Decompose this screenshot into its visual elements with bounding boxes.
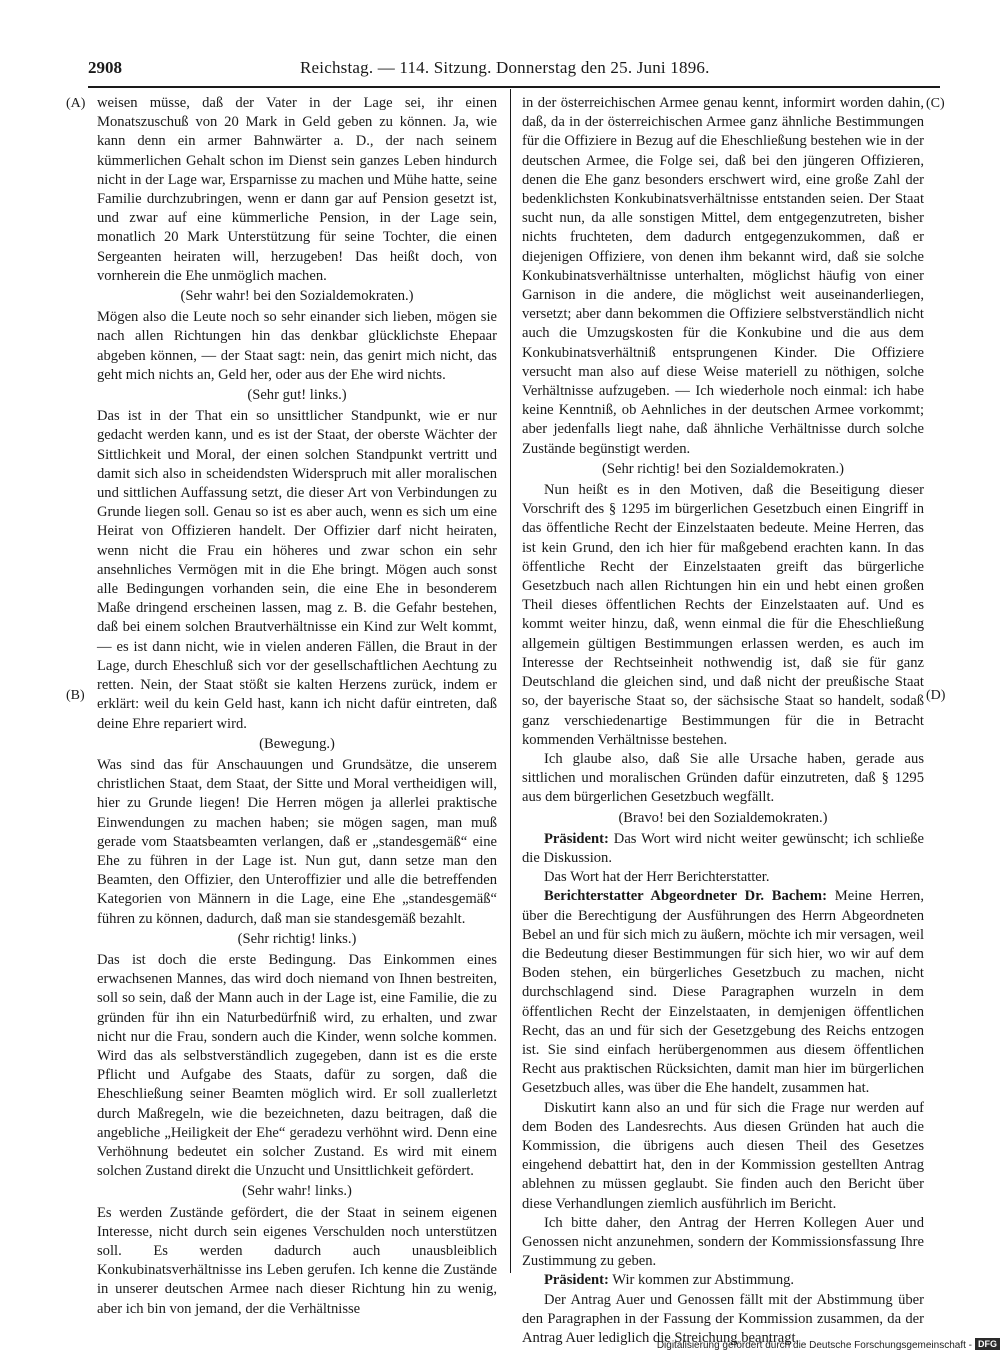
right-paragraph: Nun heißt es in den Motiven, daß die Beseitigung dieser Vorschrift des § 1295 im bürgerlichen Gesetzbuch einen Eingriff in das öffentliche Recht der Einzelstaaten bedeute. Meine Herren, das ist kein Grund, den ich hier für maßgebend erachten kann. In das öffentliche Recht der Einzelstaaten greift das bürgerliche Gesetzbuch nach allen Richtungen hin ein und hebt einen großen Theil dieses öffentlichen Rechts der Einzelstaaten auf. Und es kommt weiter hinzu, daß, wenn einmal die für die Eheschließung allgemein gültigen Bestimmungen erlassen werden, es auch im Interesse der Rechtseinheit nothwendig ist, daß sie für ganz Deutschland die gleichen sind, und daß nicht der preußische Staat so, der bayerische Staat so, der sächsische Staat so handelt, sodaß ganz verschiedenartige Bestimmungen für die in Betracht kommenden Verhältnisse bestehen. bbox=[522, 482, 924, 748]
footer-text: Digitalisierung gefördert durch die Deutsche Forschungsgemeinschaft - bbox=[656, 1340, 972, 1351]
speech-text: Das Wort wird nicht weiter gewünscht; ich schließe die Diskussion. bbox=[522, 830, 924, 866]
left-paragraph: Mögen also die Leute noch so sehr einander sich lieben, mögen sie nach allen Richtungen hin das denkbar glücklichste Ehepaar abgeben können, — der Staat sagt: nein, das genirt mich nicht, das geht mich nichts an, Geld her, oder aus der Ehe wird nichts. bbox=[97, 309, 497, 383]
margin-marker-a: (A) bbox=[66, 96, 86, 111]
page-header bbox=[88, 58, 940, 84]
page-number: 2908 bbox=[88, 58, 122, 77]
left-paragraph: Was sind das für Anschauungen und Grundsätze, die unserem christlichen Staat, dem Staat, der Sitte und Moral vertheidigen will, hier zu Grunde liegen! Die Herren mögen ja allerlei praktische Einwendungen zu machen haben; sie mögen sagen, man muß gerade vom Staatsbeamten verlangen, daß er „standesgemäß“ eine Ehe zu führen in der Lage ist. Nun gut, dann setze man den Beamten, den Offizier, den Unteroffizier und alle die betreffenden Kategorien von Männern in die Lage, eine Ehe „standesgemäß“ führen zu können, dadurch, daß man sie standesgemäß bezahlt. bbox=[97, 756, 497, 927]
header-rule bbox=[88, 86, 940, 88]
left-paragraph: Das ist in der That ein so unsittlicher Standpunkt, wie er nur gedacht werden kann, und es ist der Staat, der oberste Wächter der Sittlichkeit und Moral, der einen solchen Standpunkt vertritt und damit sich also in scheidendsten Widerspruch mit aller moralischen und sittlichen Auffassung setzt, die dieser Art von Verbindungen zu Grunde liegen soll. Genau so ist es aber auch, wenn es sich um eine Heirat von Offizieren handelt. Der Offizier darf nicht heiraten, wenn nicht die Frau ein höheres und zwar schon ein sehr ansehnliches Vermögen mit in die Ehe bringt. Mögen auch sonst alle Bedingungen vorhanden sein, die eine Ehe in besonderem Maße dringend erscheinen lassen, mag z. B. die Gefahr bestehen, daß bei einem solchen Brautverhältnisse ein Kind zur Welt kommt, — es ist dann nicht, wie in vielen anderen Fällen, die Braut in der Lage, durch Eheschluß sich vor der gesellschaftlichen Aechtung zu retten. Nein, der Staat stößt sie kalten Herzens zurück, indem er erklärt: weil du kein Geld hast, kann ich nicht dafür eintreten, daß deine Ehre repariert wird. bbox=[97, 408, 497, 732]
column-separator bbox=[510, 89, 511, 1273]
right-paragraph: in der österreichischen Armee genau kennt, informirt worden dahin, daß, da in der österreichischen Armee ganz ähnliche Bestimmungen für die Offiziere in Bezug auf die Eheschließung bestehen wie in der deutschen Armee, die Folge sei, daß bei den jüngeren Offizieren, denen die Ehe ganz besonders erschwert wird, eine große Zahl der bedenklichsten Konkubinatsverhältnisse entstanden seien. Der Staat sucht nun, da alle sonstigen Mittel, dem entgegenzutreten, bisher nichts fruchteten, dem dadurch entgegenzukommen, daß er diejenigen Offiziere, von denen ihm bekannt wird, daß sie solche Konkubinatsverhältnisse unterhalten, möglichst häufig von einer Garnison in die andere, die möglichst weit auseinanderliegen, versetzt; aber dann bekommen die Offiziere selbstverständlich nicht auch die Umzugskosten für die Konkubine und die aus dem Konkubinatsverhältniß entsprungenen Kinder. Die Offiziere versucht man also auf diese Weise materiell zu nöthigen, solche Verhältnisse aufzugeben. — Ich wiederhole noch einmal: ich habe keine Kenntniß, ob Aehnliches in der deutschen Armee vorkommt; aber jedenfalls liegt nahe, daß ähnliche Verhältnisse durch solche Zustände begünstigt werden. bbox=[522, 95, 924, 457]
speech-text: Wir kommen zur Abstimmung. bbox=[612, 1272, 795, 1289]
interjection: (Sehr richtig! bei den Sozialdemokraten.) bbox=[602, 460, 844, 477]
interjection: (Sehr wahr! links.) bbox=[242, 1183, 352, 1200]
speaker-paragraph bbox=[522, 1271, 924, 1290]
speech-text: Meine Herren, über die Berechtigung der Ausführungen des Herrn Abgeordneten Bebel an und für sich mich zu äußern, möchte ich mir versagen, weil die Bedeutung dieser Bestimmungen für sich hier, wo wir auf dem Boden stehen, ein bürgerliches Gesetzbuch zu machen, nicht durchschlagend sind. Diese Paragraphen wurzeln in dem öffentlichen Recht der Einzelstaaten, in demjenigen öffentlichen Recht, das an und für sich der Gesetzgebung des Reichs entzogen ist. Sie sind einfach herübergenommen aus diesem öffentlichen Recht aus praktischen Rücksichten, damit man hier im bürgerlichen Gesetzbuch alles, was über die Ehe handelt, zusammen hat. bbox=[522, 888, 925, 1097]
interjection: (Sehr wahr! bei den Sozialdemokraten.) bbox=[180, 288, 414, 305]
left-column bbox=[97, 94, 497, 1317]
digitization-footer bbox=[606, 1338, 1000, 1353]
speaker-name: Präsident: bbox=[544, 1272, 609, 1289]
interjection: (Sehr gut! links.) bbox=[247, 387, 347, 404]
left-paragraph: Das ist doch die erste Bedingung. Das Einkommen eines erwachsenen Mannes, das wird doch niemand von Ihnen bestreiten, soll so sein, daß der Mann auch in der Lage ist, eine Familie, die zu gründen für ihn ein Naturbedürfniß wird, zu erhalten, und zwar nicht nur die Frau, sondern auch die Kinder, wenn solche kommen. Wird das als selbstverständlich zugegeben, dann ist es die erste Pflicht und Aufgabe des Staats, dafür zu sorgen, daß die Eheschließung seiner Beamten möglich wird. Er soll zuallerletzt durch Maßregeln, wie die bezeichneten, dazu beitragen, daß die angebliche „Heiligkeit der Ehe“ geradezu verhöhnt wird. Denn eine Verhöhnung bedeutet ein solcher Zustand. Es wird mit einem solchen Zustand direkt die Unzucht und Unsittlichkeit gefördert. bbox=[97, 951, 497, 1180]
interjection: (Bravo! bei den Sozialdemokraten.) bbox=[618, 809, 828, 826]
speaker-name: Präsident: bbox=[544, 830, 609, 847]
dfg-logo: DFG bbox=[975, 1338, 1000, 1350]
right-paragraph: Der Antrag Auer und Genossen fällt mit der Abstimmung über den Paragraphen in der Fassung der Kommission zusammen, da der Antrag Auer lediglich die Streichung beantragt. bbox=[522, 1291, 924, 1346]
left-paragraph: Es werden Zustände gefördert, die der Staat in seinem eigenen Interesse, nicht durch sein eigenes Verschulden noch unterstützen soll. Es werden dadurch auch unausbleiblich Konkubinatsverhältnisse ins Leben gerufen. Ich kenne die Zustände in unserer deutschen Armee nach dieser Richtung hin zu wenig, aber ich bin von jemand, der die Verhältnisse bbox=[97, 1204, 497, 1317]
margin-marker-c: (C) bbox=[926, 96, 945, 111]
interjection: (Sehr richtig! links.) bbox=[237, 930, 357, 947]
margin-marker-b: (B) bbox=[66, 688, 85, 703]
right-column bbox=[522, 94, 925, 1346]
right-paragraph: Ich glaube also, daß Sie alle Ursache haben, gerade aus sittlichen und moralischen Gründen dafür einzutreten, daß § 1295 aus dem bürgerlichen Gesetzbuch wegfällt. bbox=[522, 750, 924, 806]
left-paragraph: weisen müsse, daß der Vater in der Lage sei, ihr einen Monatszuschuß von 20 Mark in Geld geben zu können. Ja, wie kann denn ein armer Bahnwärter a. D., der nach seinem kümmerlichen Gehalt schon im Dienst sein ganzes Leben hindurch nicht in der Lage war, Ersparnisse zu machen und Mühe hatte, seine Familie durchzubringen, wenn er dann gar auf Pension gesetzt ist, und zwar auf eine kümmerliche Pension, in der Lage sein, monatlich 20 Mark Unterstützung für seine Tochter, die einen Sergeanten heiraten will, herzugeben! Das heißt doch, von vornherein die Ehe unmöglich machen. bbox=[97, 95, 497, 284]
speaker-paragraph bbox=[522, 887, 924, 1098]
margin-marker-d: (D) bbox=[926, 688, 946, 703]
interjection: (Bewegung.) bbox=[259, 735, 335, 752]
right-paragraph: Das Wort hat der Herr Berichterstatter. bbox=[544, 869, 770, 886]
right-paragraph: Diskutirt kann also an und für sich die Frage nur werden auf dem Boden des Landesrechts. Aus diesen Gründen hat auch die Kommission, die übrigens auch diesen Theil des Gesetzes eingehend debattirt hat, den in der Kommission gestellten Antrag ablehnen zu müssen geglaubt. Sie finden auch den Bericht über diese Verhandlungen ziemlich ausführlich im Bericht. bbox=[522, 1099, 924, 1212]
right-paragraph: Ich bitte daher, den Antrag der Herren Kollegen Auer und Genossen nicht anzunehmen, sondern der Kommissionsfassung Ihre Zustimmung zu geben. bbox=[522, 1214, 924, 1270]
running-head: Reichstag. — 114. Sitzung. Donnerstag den 25. Juni 1896. bbox=[300, 58, 710, 77]
speaker-paragraph bbox=[522, 830, 924, 868]
speaker-name: Berichterstatter Abgeordneter Dr. Bachem: bbox=[544, 888, 827, 905]
